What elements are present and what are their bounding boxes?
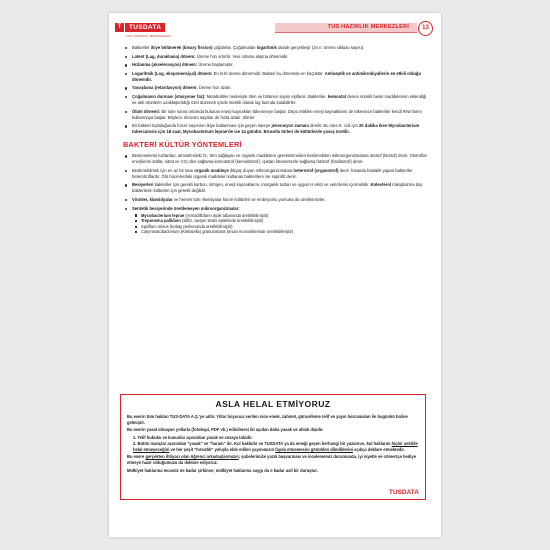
logo-text: TUSDATA — [125, 23, 165, 32]
growth-bullets — [123, 45, 427, 135]
section-title: BAKTERİ KÜLTÜR YÖNTEMLERİ — [123, 140, 242, 150]
warning-brand: TUSDATA — [388, 489, 419, 496]
list-item: Hızlanma (akselerasyon) dönem: Üreme başlamıştır. — [123, 62, 427, 68]
list-item: Çoğalmanın durması (stasyoner faz): Metabolitler nedeniyle ölen ve bölünen sayısı eşitlenir. Bakteriler, kemostat denen sürekli besin maddelerinin eklendiği ve atık ürünlerin uzaklaştırıldığı özel düzenek içinde sürekli olarak log fazında kalabilirler. — [123, 94, 427, 106]
list-item: Ölüm dönemi: Bir süre sonra ortamda bulunan enerji kaynakları tükenmeye başlar. Depo ettikleri enerji kaynaklarıni de tükenince bakteriler kendi RNA'larını kullanmaya başlar. Böylece ribozom sayıları de hızla azalır, ölürler. — [123, 109, 427, 121]
tusdata-logo — [115, 21, 165, 34]
sub-item: Mycobacterium leprae (Armadilloların ayak tabanında üretilebilmiştir) — [132, 213, 427, 219]
list-item: Yavaşlama (retardasyon) dönem: Üreme hızı azalır. — [123, 85, 427, 91]
list-item: Bir bakteri topluluğunda hücre sayısının ikiye katlanması için geçen süreye jenerasyon zamanı denilir. Bu süre E. coli için 20 dakika iken Mycobacterium tuberculosis için 18 saat, Mycobacterium leprae'de ise 14 gündür. Brucella türleri de kültürlerde yavaş üretilir. — [123, 123, 427, 135]
logo-mark: T — [115, 23, 124, 32]
header-title: TUS HAZIRLIK MERKEZLERİ — [327, 24, 409, 30]
page-number: 13 — [418, 21, 433, 36]
document-page — [109, 13, 441, 537]
sub-item: Spirillum minus (kobay peritonunda üretilebilmiştir) — [132, 224, 427, 230]
header-bar — [275, 23, 417, 33]
copyright-warning-box — [120, 394, 426, 500]
list-item: Besiyerleri bakteriler için gerekli karbon, nitrojen, enerji kaynaklarını, inorganik tuzları ve uygun H ekizi ve vericilerini içermelidir. Kolesterol mikoplazma dışı bakterilerin kültürleri için gerekli değildir. — [123, 182, 427, 194]
sub-item: Calymmatobacterium (Klebsiella) granulomatis (insan monositlerinde üretilebilmiştir) — [132, 229, 427, 235]
list-item: Logaritmik (Log, eksponensiyal) dönem: En hızlı üreme dönemidir. Bakteri bu dönemde en küçüktür. Antiseptik ve antimikrobiyallerin en etkili olduğu dönemdir. — [123, 71, 427, 83]
list-item: Latent (Lag, duraklama) dönem: Üreme hızı sıfırdır. Yeni ortama alışma dönemidir. — [123, 54, 427, 60]
sub-list — [132, 213, 427, 235]
warning-body: Bu eserin tüm hakları TUS-DATA A.Ş.'ye aittir. Yıllar boyunca verilen nice emek, zahmet, güncelleme telif ve yayın harcamaları ile bugünkü haline gelmiştir. Bu eserin yasal olmayan yollarla (fotokopi, PDF vb.) edinilmesi iki açıdan daha yasak ve ahlak dışıdır. 1. Telif hukuku ve kanunlar açısından yasak ve cezaya tabidir. 2. Bütün inançlar açısından "yasak" ve "haram" dır. Kul hakkıdır ve TUSDATA ya da emeği geçen herhangi bir yazarının, kul haklarını hiçbir şekilde helal etmeyeceğini ve her çeşit "hırsızlık" yoluyla elde edilen yayınımızın fayda etmemesini gönülden dilediklerini açıkça deklare etmektedir. Bu esere gerçekten ihtiyacı olan öğrenci arkadaşlarımızın; şubelerimize yazılı başvurması ve incelememiz durumunda, iyi niyetle ve cömertçe hediye etmeye hazır olduğumuzu da deklare ediyoruz. Mülkiyet haklarına tecavüz ne kadar çirkinse; mülkiyet haklarına saygı da o kadar asil bir duruştur. — [127, 414, 418, 473]
list-item: Sentetik besiyerinde üretilemeyen mikroorganizmalar: Mycobacterium leprae (Armadilloların ayak tabanında üretilebilmiştir) Treponema pallidum (sifiliz, tavşan testis epitelinde üretilebilmiştir) Spirillum minus (kobay peritonunda üretilebilmiştir) Calymmatobacterium (Klebsiella) granulomatis (insan monositlerinde üretilebilmiştir) — [123, 206, 427, 235]
warning-title: ASLA HELAL ETMİYORUZ — [215, 399, 331, 409]
content — [123, 45, 427, 238]
list-item: Virüsler, klamidyalar ve hemen tüm riketsiyalar hücre kültürleri ve embriyonlu yumurta da üretilemezler. — [123, 197, 427, 203]
list-item: Besinmelerini tuzlardan, atmosferdeki O₂ 'den sağlayan ve organik maddelere gereksinmeden beslenebilen mikroorganizmalara ototrof (litotrof) denir. Ototroflar enerjilerini sülfat, nitrat ve CO₂'den sağlarsa kemototrof (kemolitotrof), ışıktan fotosentezle sağlarsa fototrof (fotolitotrof) denir. — [123, 153, 427, 165]
culture-bullets — [123, 153, 427, 235]
logo-subtitle: TUS HAZIRLIK MERKEZLERİ — [126, 34, 171, 38]
list-item: Bakteriler ikiye bölünerek (binary fission) çoğalırlar. Çoğalmaları logaritmik olarak gerçekleşir (2n n: üreme siklusu sayısı). — [123, 45, 427, 51]
sub-item: Treponema pallidum (sifiliz, tavşan testis epitelinde üretilebilmiştir) — [132, 218, 427, 224]
list-item: Beslenebilmek için en az bir tane organik maddeye ihtiyaç duyan mikroorganizmalara heterotrof (organotrof) denir. İnsanda hastalık yapan bakteriler heterotroflardır. Ölü hücrelerdeki organik maddeleri kullanan bakterilere ise saprofit denir. — [123, 168, 427, 180]
